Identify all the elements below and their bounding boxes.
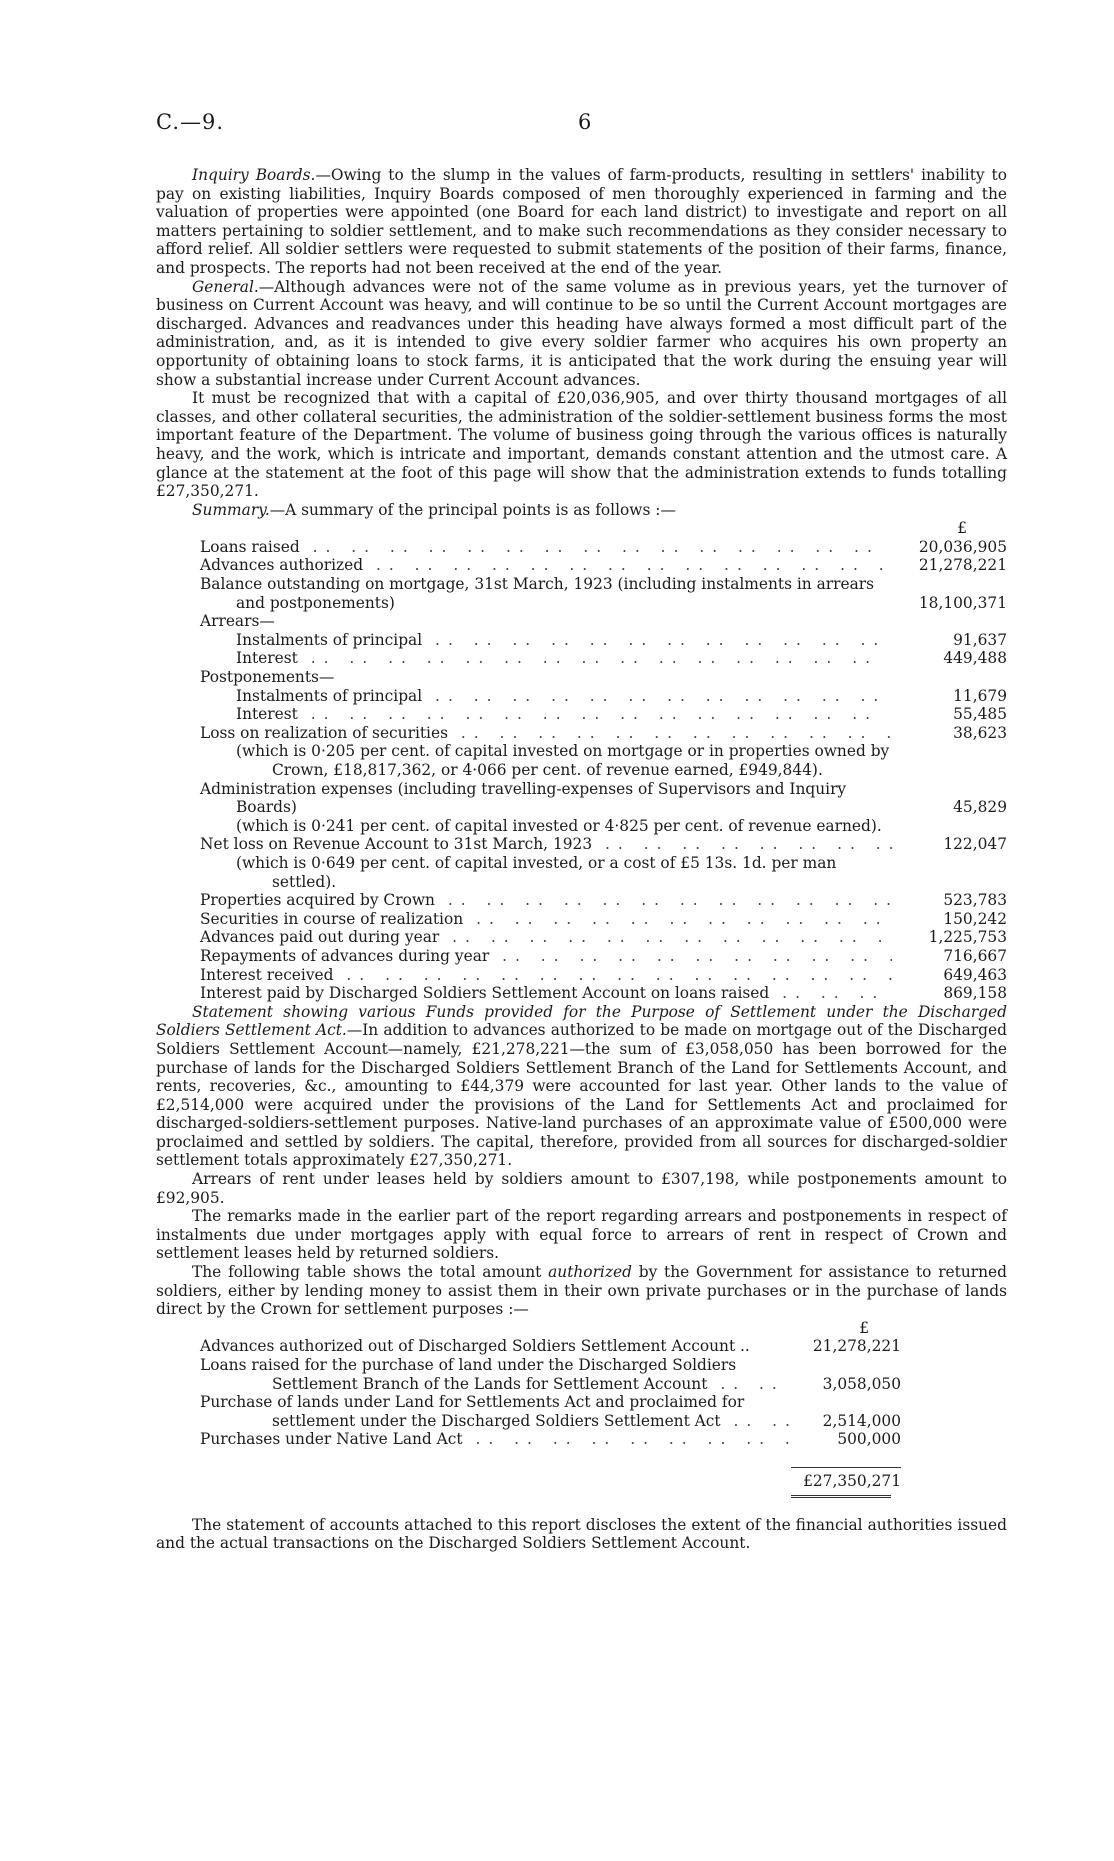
summary-label: Advances authorized .. .. xyxy=(156,556,892,575)
statement-heading: Statement showing various Funds provided for the Purpose of Settlement under the Discharged Soldiers Settlement Act. xyxy=(156,1002,1007,1040)
summary-value: 91,637 xyxy=(953,630,1007,649)
summary-label: Interest paid by Discharged Soldiers Settlement Account on loans raised .. .. xyxy=(156,984,892,1003)
inquiry-boards-heading: Inquiry Boards. xyxy=(192,166,316,184)
summary-row xyxy=(156,966,1007,985)
summary-note-row xyxy=(156,854,1007,891)
summary-table xyxy=(156,519,1007,1002)
summary-note: (which is 0·241 per cent. of capital invested or 4·825 per cent. of revenue earned). xyxy=(236,816,882,835)
following-paragraph xyxy=(156,1263,1007,1319)
statement-paragraph xyxy=(156,1003,1007,1170)
summary-row xyxy=(156,835,1007,854)
summary-label: Instalments of principal .. .. xyxy=(156,687,892,706)
summary-value: 716,667 xyxy=(943,946,1007,965)
summary-label: Securities in course of realization .. .. xyxy=(156,910,892,929)
general-text: —Although advances were not of the same volume as in previous years, yet the turnover of business on Current Account was heavy, and will continue to be so until the Current Account mortgages are discharged. Advances and readvances under this heading have always formed a most difficult part of the administration, and, as it is intended to give every soldier farmer who acquires his own property an opportunity of obtaining loans to stock farms, it is anticipated that the work during the ensuing year will show a substantial increase under Current Account advances. xyxy=(156,277,1007,389)
summary-value: 649,463 xyxy=(943,965,1007,984)
arrears-rent-paragraph: Arrears of rent under leases held by soldiers amount to £307,198, while postponements amount to £92,905. xyxy=(156,1170,1007,1207)
summary-value: 20,036,905 xyxy=(918,537,1007,556)
following-text-start: The following table shows the total amount xyxy=(192,1263,549,1282)
document-reference: C.—9. xyxy=(156,110,225,134)
summary-value: 18,100,371 xyxy=(918,593,1007,612)
summary-value: 523,783 xyxy=(943,891,1007,910)
summary-value: 38,623 xyxy=(953,723,1007,742)
funds-row xyxy=(156,1375,901,1394)
summary-row xyxy=(156,687,1007,706)
summary-note-row xyxy=(156,742,1007,779)
summary-row xyxy=(156,780,1007,817)
funds-label: settlement under the Discharged Soldiers Settlement Act .. .. xyxy=(156,1412,791,1431)
capital-paragraph: It must be recognized that with a capital of £20,036,905, and over thirty thousand mortgages of all classes, and other collateral securities, the administration of the soldier-settlement business forms the most important feature of the Department. The volume of business going through the various offices is naturally heavy, and the work, which is intricate and important, demands constant attention and the utmost care. A glance at the statement at the foot of this page will show that the administration extends to funds totalling £27,350,271. xyxy=(156,389,1007,501)
summary-value: 449,488 xyxy=(943,649,1007,668)
following-text-end: by the Government for assistance to returned soldiers, either by lending money to assist them in their own private purchases or in the purchase of lands direct by the Crown for settlement purposes :— xyxy=(156,1263,1007,1319)
summary-row xyxy=(156,724,1007,743)
summary-value: 150,242 xyxy=(943,909,1007,928)
summary-row xyxy=(156,984,1007,1003)
summary-note-row xyxy=(156,817,1007,836)
funds-total-row xyxy=(156,1463,901,1491)
funds-value: 2,514,000 xyxy=(822,1411,901,1430)
funds-row xyxy=(156,1337,901,1356)
summary-value: 11,679 xyxy=(953,686,1007,705)
summary-row xyxy=(156,910,1007,929)
body-text xyxy=(156,166,1007,1553)
summary-row xyxy=(156,947,1007,966)
summary-label: Instalments of principal .. .. xyxy=(156,631,892,650)
summary-label: Loans raised .. .. xyxy=(156,538,892,557)
summary-currency: £ xyxy=(957,519,967,538)
following-emphasis: authorized xyxy=(548,1263,632,1282)
funds-currency: £ xyxy=(859,1318,869,1337)
summary-label: Interest received .. .. xyxy=(156,966,892,985)
summary-row xyxy=(156,631,1007,650)
summary-intro-text: —A summary of the principal points is as follows :— xyxy=(269,500,676,519)
summary-label: Balance outstanding on mortgage, 31st March, 1923 (including instalments in arrears and postponements) xyxy=(200,575,875,612)
summary-row xyxy=(156,649,1007,668)
summary-row xyxy=(156,928,1007,947)
summary-label: Interest .. .. xyxy=(156,649,892,668)
summary-row xyxy=(156,575,1007,612)
funds-table xyxy=(156,1319,901,1502)
summary-row xyxy=(156,556,1007,575)
summary-note: (which is 0·649 per cent. of capital invested, or a cost of £5 13s. 1d. per man settled). xyxy=(236,853,837,891)
summary-value: 45,829 xyxy=(953,798,1007,817)
funds-value: 3,058,050 xyxy=(822,1374,901,1393)
arrears-heading: Arrears— xyxy=(200,612,275,631)
general-heading: General. xyxy=(192,277,259,296)
summary-value: 55,485 xyxy=(953,705,1007,724)
page-number: 6 xyxy=(578,110,593,134)
closing-paragraph: The statement of accounts attached to this report discloses the extent of the financial authorities issued and the actual transactions on the Discharged Soldiers Settlement Account. xyxy=(156,1515,1007,1553)
summary-note: (which is 0·205 per cent. of capital invested on mortgage or in properties owned by Crown, £18,817,362, or 4·066 per cent. of revenue earned, £949,844). xyxy=(236,742,890,779)
summary-label: Administration expenses (including travelling-expenses of Supervisors and Inquiry Boards) xyxy=(200,779,847,817)
summary-heading: Summary. xyxy=(192,500,270,519)
summary-label: Loss on realization of securities .. .. xyxy=(156,724,892,743)
general-paragraph xyxy=(156,278,1007,390)
inquiry-boards-paragraph xyxy=(156,166,1007,278)
remarks-paragraph: The remarks made in the earlier part of the report regarding arrears and postponements in respect of instalments due under mortgages apply with equal force to arrears of rent in respect of Crown and settlement leases held by returned soldiers. xyxy=(156,1207,1007,1263)
funds-row xyxy=(156,1412,901,1431)
summary-label: Net loss on Revenue Account to 31st March, 1923 .. .. xyxy=(156,835,892,854)
funds-value: 21,278,221 xyxy=(812,1337,901,1356)
inquiry-boards-text: —Owing to the slump in the values of farm-products, resulting in settlers' inability to pay on existing liabilities, Inquiry Boards composed of men thoroughly experienced in farming and the valuation of properties were appointed (one Board for each land district) to investigate and report on all matters pertaining to soldier settlement, and to make such recommendations as they consider necessary to afford relief. All soldier settlers were requested to submit statements of the position of their farms, finance, and prospects. The reports had not been received at the end of the year. xyxy=(156,166,1007,277)
postponements-heading: Postponements— xyxy=(200,668,335,687)
funds-total: £27,350,271 xyxy=(791,1467,901,1491)
funds-value: 500,000 xyxy=(837,1430,901,1449)
summary-row xyxy=(156,705,1007,724)
summary-row xyxy=(156,891,1007,910)
summary-intro xyxy=(156,501,1007,520)
summary-label: Properties acquired by Crown .. .. xyxy=(156,891,892,910)
statement-text: —In addition to advances authorized to be made on mortgage out of the Discharged Soldiers Settlement Account—namely, £21,278,221—the sum of £3,058,050 has been borrowed for the purchase of lands for the Discharged Soldiers Settlement Branch of the Land for Settlements Account, and rents, recoveries, &c., amounting to £44,379 were accounted for last year. Other lands to the value of £2,514,000 were acquired under the provisions of the Land for Settlements Act and proclaimed for discharged-soldiers-settlement purposes. Native-land purchases of an approximate value of £500,000 were proclaimed and settled by soldiers. The capital, therefore, provided from all sources for discharged-soldier settlement totals approximately £27,350,271. xyxy=(156,1021,1007,1170)
summary-label: Interest .. .. xyxy=(156,705,892,724)
summary-value: 122,047 xyxy=(943,835,1007,854)
summary-value: 21,278,221 xyxy=(918,556,1007,575)
funds-label: Purchases under Native Land Act .. .. xyxy=(156,1430,791,1449)
summary-label: Repayments of advances during year .. .. xyxy=(156,947,892,966)
summary-row xyxy=(156,538,1007,557)
summary-value: 869,158 xyxy=(943,984,1007,1003)
funds-label: Advances authorized out of Discharged Soldiers Settlement Account .. xyxy=(200,1337,750,1356)
funds-label: Loans raised for the purchase of land under the Discharged Soldiers xyxy=(200,1356,737,1374)
funds-label: Purchase of lands under Land for Settlements Act and proclaimed for xyxy=(200,1393,745,1412)
summary-value: 1,225,753 xyxy=(928,928,1007,947)
funds-row xyxy=(156,1430,901,1449)
double-rule xyxy=(791,1495,891,1502)
summary-label: Advances paid out during year .. .. xyxy=(156,928,892,947)
funds-label: Settlement Branch of the Lands for Settlement Account .. .. xyxy=(156,1375,791,1394)
